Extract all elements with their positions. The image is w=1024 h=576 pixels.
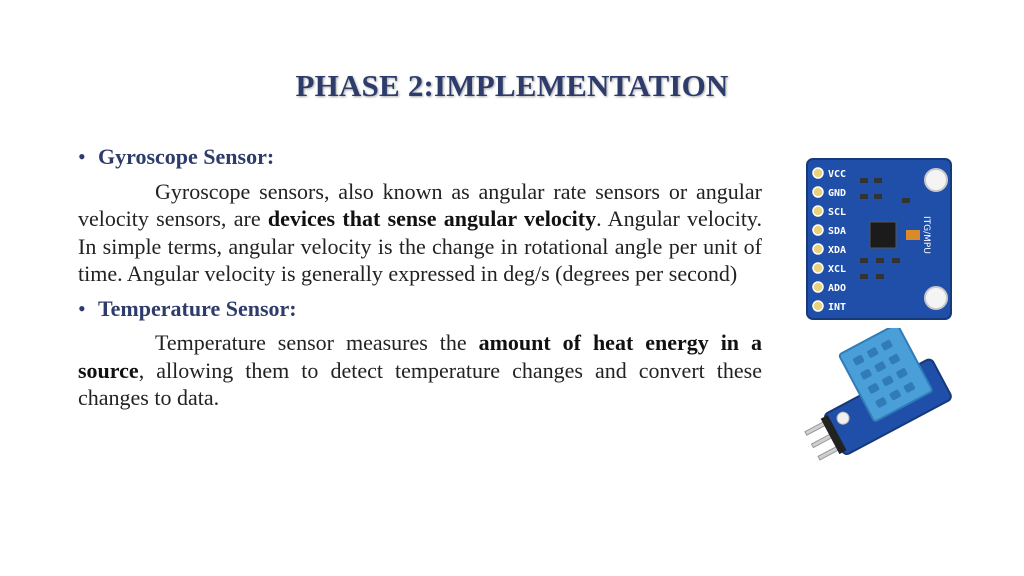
temperature-heading-row (78, 295, 762, 323)
pin-label: SDA (828, 226, 847, 237)
slide-title: PHASE 2:IMPLEMENTATION (295, 68, 729, 103)
gyroscope-text-2: . Angular velocity. In simple terms, angular velocity is the change in rotational angle per unit of time. Angular velocity is generally expressed in deg/s (degrees per second) (78, 206, 762, 286)
gyroscope-heading: Gyroscope Sensor: (98, 144, 275, 169)
gyroscope-heading-row (78, 143, 762, 171)
pin-label: XCL (828, 264, 847, 275)
gyroscope-text-1: Gyroscope sensors, also known as angular rate sensors or angular velocity sensors, are (78, 178, 762, 231)
gyroscope-paragraph (78, 178, 762, 288)
board-label: ITG/MPU (921, 216, 931, 254)
temperature-text-2: , allowing them to detect temperature changes and convert these changes to data. (78, 357, 762, 410)
temperature-sensor-image (796, 328, 968, 476)
pin-label: INT (828, 302, 847, 313)
temperature-paragraph (78, 329, 762, 412)
temperature-bold-text: amount of heat energy in a source (78, 330, 762, 383)
pin-label: GND (828, 188, 847, 199)
pin-label: VCC (828, 169, 847, 180)
bullet-icon: • (78, 295, 86, 321)
pin-label: ADO (828, 283, 847, 294)
slide-content (78, 143, 762, 418)
chip-icon (870, 222, 896, 248)
pin-label: SCL (828, 207, 847, 218)
gyroscope-bold-text: devices that sense angular velocity (267, 206, 597, 231)
gyroscope-board-image (806, 158, 952, 320)
temperature-heading: Temperature Sensor: (98, 295, 297, 321)
bullet-icon: • (78, 144, 86, 169)
pin-label: XDA (828, 245, 847, 256)
temperature-text-1: Temperature sensor measures the (155, 330, 479, 355)
